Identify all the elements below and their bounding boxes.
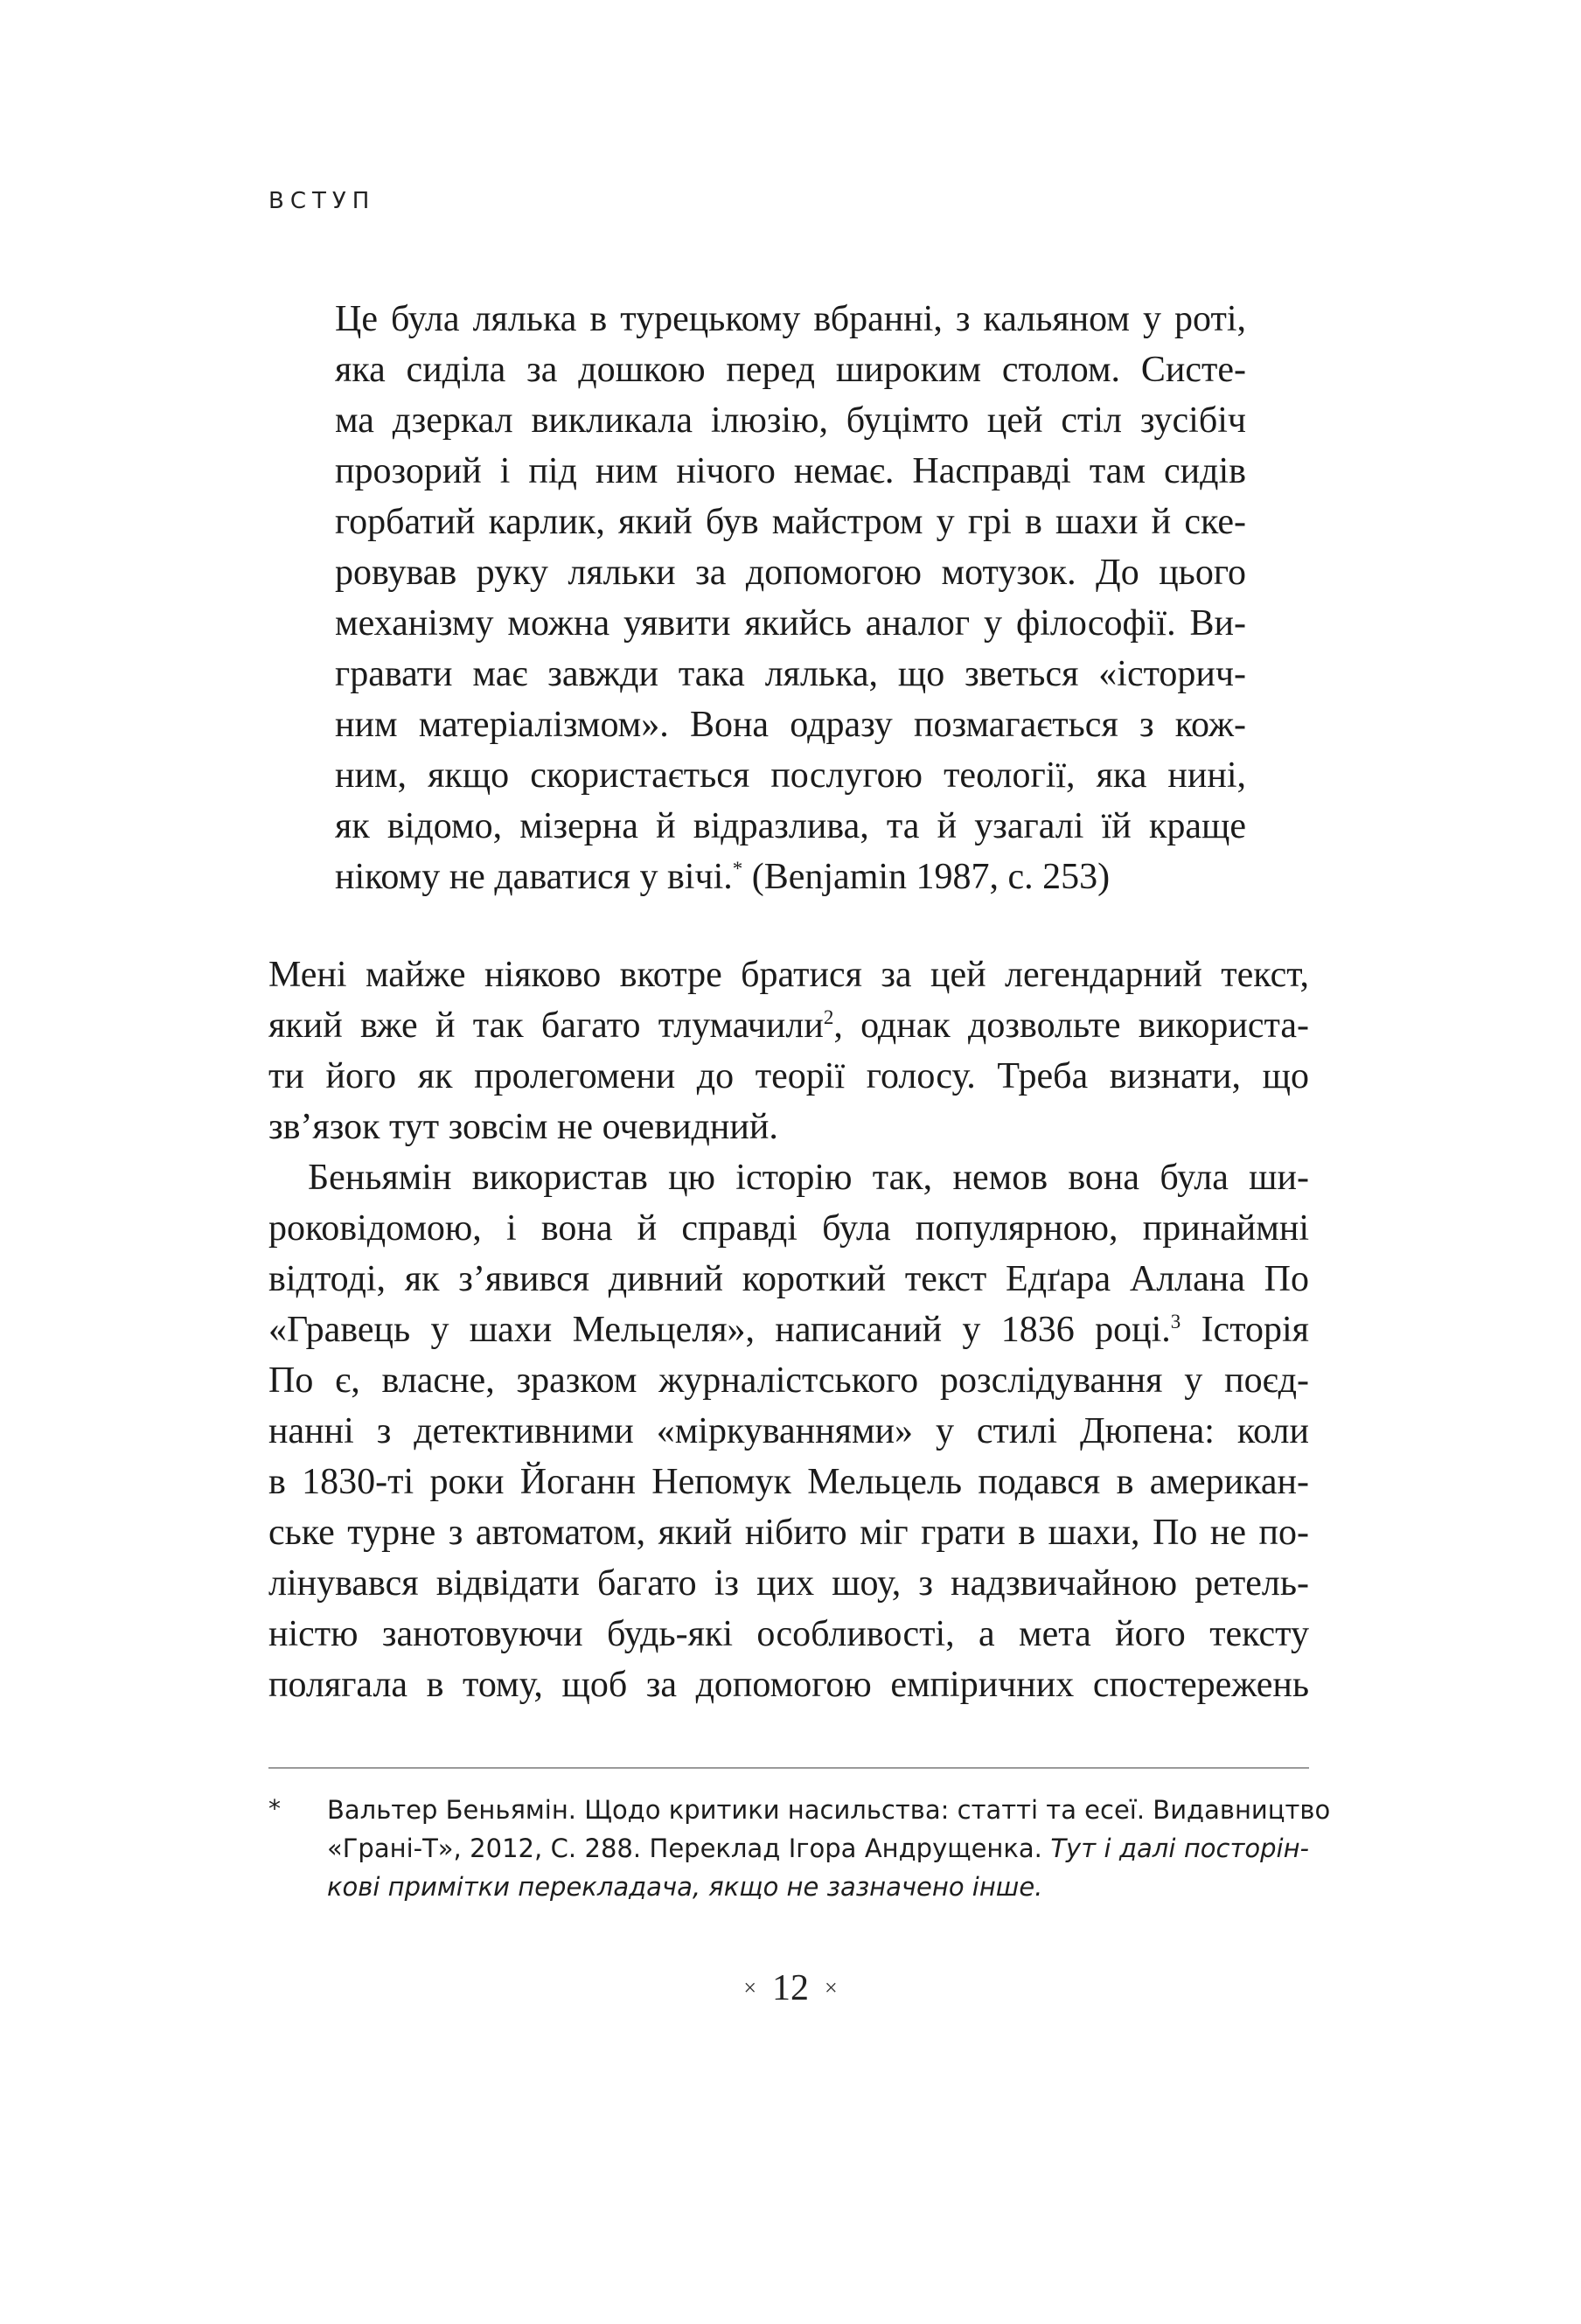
quote-line: ровував руку ляльки за допомогою мотузок. До цього <box>335 553 1246 593</box>
page-folio <box>0 1967 1581 2009</box>
body-line: полягала в тому, щоб за допомогою емпіричних спостережень <box>268 1665 1309 1705</box>
body-text: який вже й так багато тлумачили <box>268 1005 824 1046</box>
footnote-reference-star: * <box>732 858 743 880</box>
body-line: нанні з детективними «міркуваннями» у стилі Дюпена: коли <box>268 1411 1309 1451</box>
body-line <box>268 1000 1309 1051</box>
body-text: «Гравець у шахи Мельцеля», написаний у 1836 році. <box>268 1310 1171 1350</box>
body-line: відтоді, як з’явився дивний короткий текст Едґара Аллана По <box>268 1259 1309 1299</box>
page-number: 12 <box>772 1968 809 2008</box>
footnote-line: Вальтер Беньямін. Щодо критики насильства: статті та есеї. Видавництво <box>327 1795 1331 1825</box>
footnote-text: «Грані-Т», 2012, С. 288. Переклад Ігора Андрущенка. <box>327 1833 1051 1863</box>
body-line: в 1830-ті роки Йоганн Непомук Мельцель подався в американ- <box>268 1462 1309 1502</box>
footnote-line <box>327 1868 1309 1906</box>
quote-last-line <box>335 852 1246 902</box>
footnote-reference-2: 2 <box>823 1006 834 1028</box>
quote-last-text: нікому не даватися у вічі. <box>335 857 733 897</box>
running-head: ВСТУП <box>268 188 376 214</box>
quote-line: горбатий карлик, який був майстром у грі в шахи й ске- <box>335 502 1246 542</box>
body-line: ти його як пролегомени до теорії голосу. Треба визнати, що <box>268 1056 1309 1096</box>
footnote-italic-text: кові примітки перекладача, якщо не зазначено інше. <box>327 1872 1043 1902</box>
body-text: Історія <box>1181 1310 1309 1350</box>
body-text: , однак дозвольте використа- <box>833 1005 1309 1046</box>
footnote-marker: * <box>268 1794 281 1823</box>
body-line: По є, власне, зразком журналістського розслідування у поєд- <box>268 1360 1309 1401</box>
body-line: ністю занотовуючи будь-які особливості, а мета його тексту <box>268 1614 1309 1654</box>
quote-line: ним, якщо скористається послугою теології, яка нині, <box>335 755 1246 796</box>
body-line <box>268 1305 1309 1355</box>
body-line: зв’язок тут зовсім не очевидний. <box>268 1107 778 1147</box>
body-line: роковідомою, і вона й справді була популярною, принаймні <box>268 1208 1309 1249</box>
body-line: лінувався відвідати багато із цих шоу, з надзвичайною ретель- <box>268 1563 1309 1604</box>
quote-citation: (Benjamin 1987, с. 253) <box>742 857 1111 897</box>
body-line: ське турне з автоматом, який нібито міг грати в шахи, По не по- <box>268 1513 1309 1553</box>
quote-line: прозорий і під ним нічого немає. Насправді там сидів <box>335 451 1246 491</box>
quote-line: механізму можна уявити якийсь аналог у філософії. Ви- <box>335 603 1246 644</box>
footnote-line <box>327 1829 1309 1868</box>
footnote-reference-3: 3 <box>1170 1311 1181 1332</box>
footnote-italic-text: Тут і далі посторін- <box>1050 1833 1309 1863</box>
cross-ornament-icon: × <box>825 1975 838 2000</box>
cross-ornament-icon: × <box>743 1975 756 2000</box>
quote-line: ним матеріалізмом». Вона одразу позмагається з кож- <box>335 705 1246 745</box>
body-line: Беньямін використав цю історію так, немов вона була ши- <box>308 1158 1309 1198</box>
quote-line: ма дзеркал викликала ілюзію, буцімто цей стіл зусібіч <box>335 400 1246 441</box>
quote-line: яка сиділа за дошкою перед широким столом. Систе- <box>335 350 1246 390</box>
quote-line: Це була лялька в турецькому вбранні, з кальяном у роті, <box>335 299 1246 339</box>
body-line: Мені майже ніяково вкотре братися за цей легендарний текст, <box>268 955 1309 995</box>
quote-line: як відомо, мізерна й відразлива, та й узагалі їй краще <box>335 806 1246 846</box>
footnote-separator <box>268 1767 1309 1769</box>
quote-line: гравати має завжди така лялька, що зветься «історич- <box>335 654 1246 694</box>
